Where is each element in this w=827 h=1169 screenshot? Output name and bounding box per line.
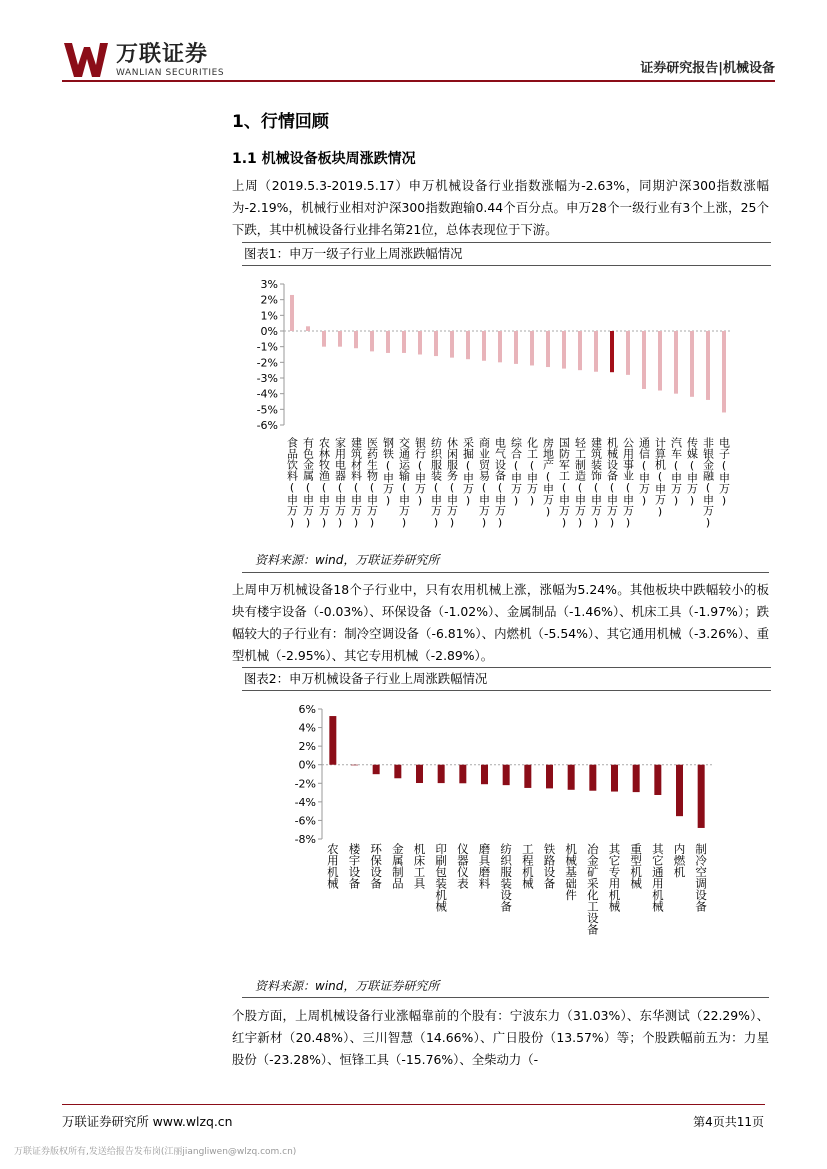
category-label: 商业贸易(申万)	[477, 437, 491, 529]
bar	[642, 331, 646, 389]
category-label: 电子(申万)	[717, 437, 731, 507]
bar	[546, 331, 550, 367]
category-label: 农林牧渔(申万)	[317, 437, 331, 529]
bar	[722, 331, 726, 412]
category-label: 交通运输(申万)	[397, 437, 411, 529]
y-tick-label: 2%	[260, 293, 278, 307]
y-tick-label: -5%	[256, 403, 278, 417]
figure2-source: 资料来源：wind，万联证券研究所	[255, 979, 440, 993]
bar	[514, 331, 518, 364]
category-label: 冶金矿采化工设备	[585, 843, 600, 935]
bar	[370, 331, 374, 351]
category-label: 其它专用机械	[607, 843, 622, 912]
category-label: 机械设备(申万)	[605, 437, 619, 529]
bar	[658, 331, 662, 391]
bar	[402, 331, 406, 353]
category-label: 国防军工(申万)	[557, 437, 571, 529]
category-label: 建筑装饰(申万)	[589, 437, 603, 529]
bar	[524, 765, 531, 788]
copyright-notice: 万联证券版权所有,发送给报告发布岗(江丽jiangliwen@wlzq.com.cn)	[14, 1147, 297, 1157]
category-label: 仪器仪表	[455, 843, 470, 889]
bar	[351, 765, 358, 766]
y-tick-label: -6%	[256, 419, 278, 432]
category-label: 机械基础件	[564, 843, 579, 901]
bar	[482, 331, 486, 361]
bar	[589, 765, 596, 791]
stocks-paragraph: 个股方面，上周机械设备行业涨幅靠前的个股有：宁波东力（31.03%）、东华测试（22.29%）、红宇新材（20.48%）、三川智慧（14.66%）、广日股份（13.57%）等；个股跌幅前五为：力星股份（-23.28%）、恒锋工具（-15.76%）、全柴动力（-	[232, 1008, 769, 1067]
header-divider	[62, 80, 775, 82]
brand-name-en: WANLIAN SECURITIES	[116, 68, 225, 78]
bar	[438, 765, 445, 783]
bar	[698, 765, 705, 828]
bar	[633, 765, 640, 792]
y-tick-label: 6%	[298, 703, 316, 716]
y-tick-label: -2%	[294, 777, 316, 791]
brand-name-cn: 万联证券	[116, 42, 209, 67]
y-tick-label: -2%	[256, 356, 278, 370]
y-tick-label: -6%	[294, 814, 316, 828]
y-tick-label: 1%	[260, 309, 278, 323]
section-title: 1、行情回顾	[232, 112, 329, 132]
category-label: 医药生物(申万)	[365, 437, 379, 529]
bar	[626, 331, 630, 375]
category-label: 印刷包装机械	[434, 843, 449, 912]
category-label: 磨具磨料	[477, 843, 492, 889]
bar	[611, 765, 618, 792]
bar	[546, 765, 553, 789]
bar	[459, 765, 466, 784]
y-tick-label: -4%	[256, 387, 278, 401]
bar	[562, 331, 566, 369]
bar	[690, 331, 694, 397]
category-label: 其它通用机械	[650, 843, 665, 912]
category-label: 汽车(申万)	[669, 437, 683, 507]
wanlian-logo-icon	[64, 43, 108, 77]
category-label: 纺织服装(申万)	[429, 437, 443, 529]
category-label: 钢铁(申万)	[381, 437, 395, 507]
bar	[354, 331, 358, 348]
bar	[466, 331, 470, 359]
bar	[503, 765, 510, 785]
category-label: 工程机械	[520, 843, 535, 889]
bar	[610, 331, 614, 372]
footer-divider	[62, 1104, 765, 1105]
category-label: 采掘(申万)	[461, 437, 475, 507]
bar	[654, 765, 661, 795]
category-label: 非银金融(申万)	[701, 437, 715, 529]
bar	[706, 331, 710, 400]
bar	[416, 765, 423, 783]
category-label: 金属制品	[390, 843, 405, 889]
figure2-caption: 图表2：申万机械设备子行业上周涨跌幅情况	[242, 667, 771, 691]
y-tick-label: 2%	[298, 740, 316, 754]
page-number: 第4页共11页	[693, 1115, 764, 1129]
bar	[329, 716, 336, 765]
footer-website: 万联证券研究所 www.wlzq.cn	[62, 1114, 233, 1129]
y-tick-label: 0%	[260, 325, 278, 338]
bar	[578, 331, 582, 370]
bar	[498, 331, 502, 362]
subindustry-paragraph: 上周申万机械设备18个子行业中，只有农用机械上涨，涨幅为5.24%。其他板块中跌幅较小的板块有楼宇设备（-0.03%）、环保设备（-1.02%）、金属制品（-1.46%）、机床工具（-1.97%）；跌幅较大的子行业有：制冷空调设备（-6.81%）、内燃机（-5.54%）、其它通用机械（-3.26%）、重型机械（-2.95%）、其它专用机械（-2.89%）。	[232, 582, 769, 663]
category-label: 农用机械	[325, 843, 340, 889]
bar	[434, 331, 438, 356]
category-label: 内燃机	[672, 843, 687, 878]
bar	[322, 331, 326, 347]
figure1-bottom-rule	[242, 572, 769, 573]
category-label: 建筑材料(申万)	[349, 437, 363, 529]
bar	[568, 765, 575, 790]
category-label: 纺织服装设备	[499, 843, 514, 912]
category-label: 楼宇设备	[347, 843, 362, 889]
bar	[306, 326, 310, 331]
bar	[530, 331, 534, 365]
y-tick-label: -8%	[294, 833, 316, 846]
y-tick-label: -1%	[256, 340, 278, 354]
category-label: 传媒(申万)	[685, 437, 699, 507]
y-tick-label: 0%	[298, 758, 316, 772]
y-tick-label: 3%	[260, 278, 278, 291]
chart2-svg	[242, 691, 769, 973]
bar	[450, 331, 454, 358]
category-label: 食品饮料(申万)	[285, 437, 299, 529]
category-label: 综合(申万)	[509, 437, 523, 507]
y-tick-label: -3%	[256, 372, 278, 385]
category-label: 电气设备(申万)	[493, 437, 507, 529]
bar	[338, 331, 342, 347]
category-label: 重型机械	[629, 843, 644, 889]
bar	[481, 765, 488, 785]
category-label: 休闲服务(申万)	[445, 437, 459, 529]
y-tick-label: -4%	[294, 795, 316, 809]
category-label: 制冷空调设备	[694, 843, 709, 912]
category-label: 铁路设备	[542, 843, 557, 889]
bar	[674, 331, 678, 394]
report-type: 证券研究报告|机械设备	[640, 61, 775, 76]
chart1-svg	[242, 266, 769, 548]
bar	[394, 765, 401, 779]
figure1-source: 资料来源：wind，万联证券研究所	[255, 553, 440, 567]
bar	[594, 331, 598, 372]
category-label: 机床工具	[412, 843, 427, 889]
bar	[386, 331, 390, 353]
category-label: 化工(申万)	[525, 437, 539, 507]
category-label: 环保设备	[369, 843, 384, 889]
category-label: 家用电器(申万)	[333, 437, 347, 529]
category-label: 房地产(申万)	[541, 437, 555, 518]
figure1-caption: 图表1：申万一级子行业上周涨跌幅情况	[242, 242, 771, 266]
category-label: 轻工制造(申万)	[573, 437, 587, 529]
bar	[676, 765, 683, 816]
bar	[418, 331, 422, 355]
subsection-title: 1.1 机械设备板块周涨跌情况	[232, 151, 416, 167]
category-label: 计算机(申万)	[653, 437, 667, 518]
y-tick-label: 4%	[298, 721, 316, 735]
bar	[290, 295, 294, 331]
bar	[373, 765, 380, 774]
category-label: 有色金属(申万)	[301, 437, 315, 529]
category-label: 银行(申万)	[413, 437, 427, 507]
intro-paragraph: 上周（2019.5.3-2019.5.17）申万机械设备行业指数涨幅为-2.63%，同期沪深300指数涨幅为-2.19%，机械行业相对沪深300指数跑输0.44个百分点。申万28个一级行业有3个上涨，25个下跌，其中机械设备行业排名第21位，总体表现位于下游。	[232, 178, 769, 237]
figure2-bottom-rule	[242, 997, 769, 998]
category-label: 通信(申万)	[637, 437, 651, 507]
category-label: 公用事业(申万)	[621, 437, 635, 529]
